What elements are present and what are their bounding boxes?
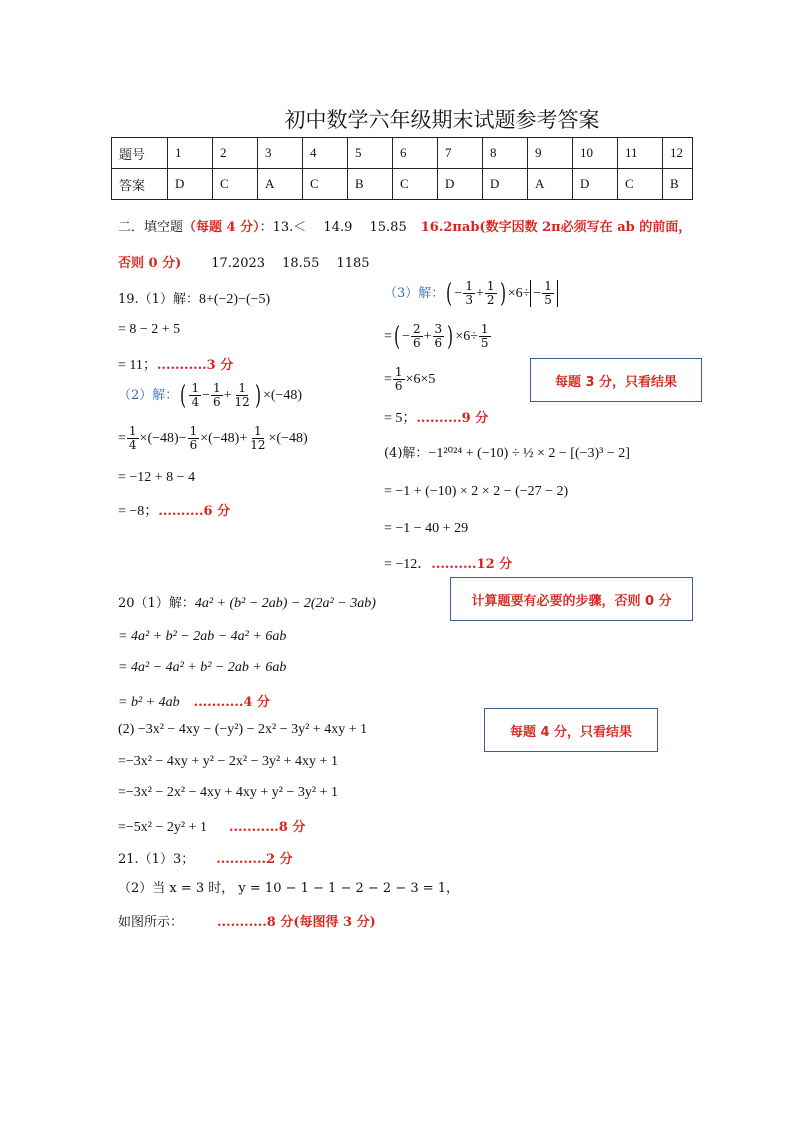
note-box-4pts: 每题 4 分，只看结果 [484, 708, 658, 752]
number-cell: 7 [438, 138, 483, 169]
q21-p3-line [118, 911, 376, 930]
q19-p3-step2-tail: ×6×5 [405, 372, 436, 387]
q19-p4-label: (4)解： [384, 446, 429, 461]
answer-cell: D [168, 169, 213, 200]
answer-cell: B [348, 169, 393, 200]
section2-score-note: （每题 4 分） [183, 220, 260, 235]
answer-cell: C [213, 169, 258, 200]
answer-cell: A [528, 169, 573, 200]
number-cell: 12 [663, 138, 693, 169]
q20-p2-step3: =−5x² − 2y² + 1 [118, 820, 207, 835]
number-cell: 11 [618, 138, 663, 169]
q19-p1-step2-line [118, 354, 233, 374]
q19-p2-step2: = −12 + 8 − 4 [118, 470, 196, 485]
q19-p2-step3: = −8； [118, 504, 159, 519]
q19-p3-step3-line [384, 407, 488, 427]
answer-cell: A [258, 169, 303, 200]
header-label-cell: 题号 [112, 138, 168, 169]
q19-p4-step3: = −12． [384, 557, 432, 572]
q21-p1-score: ...........2 分 [216, 852, 293, 867]
q21-p2: （2）当 x = 3 时， y = 10 − 1 − 1 − 2 − 2 − 3 = 1， [118, 881, 460, 896]
q19-p3-step3: = 5； [384, 411, 417, 426]
answer-cell: D [483, 169, 528, 200]
q20-p2-expr: (2) −3x² − 4xy − (−y²) − 2x² − 3y² + 4xy + 1 [118, 722, 368, 737]
q19-p1-step2: = 11； [118, 358, 157, 373]
q21-p3: 如图所示： [118, 915, 184, 930]
section2-answers: ：13.＜ 14.9 15.85 [259, 220, 407, 235]
q19-p3-label: （3）解： [384, 286, 445, 301]
q19-p2-tail: ×(−48) [262, 388, 303, 403]
answer-cell: C [303, 169, 348, 200]
q21-p1: 21.（1）3； [118, 852, 195, 867]
q20-p1-label: 20（1）解： [118, 596, 195, 611]
q20-p1-step1: = 4a² + b² − 2ab − 4a² + 6ab [118, 629, 287, 644]
number-cell: 1 [168, 138, 213, 169]
q19-p4-step1: = −1 + (−10) × 2 × 2 − (−27 − 2) [384, 484, 569, 499]
q20-p1-expr: 4a² + (b² − 2ab) − 2(2a² − 3ab) [194, 596, 376, 611]
note-box-3pts: 每题 3 分，只看结果 [530, 358, 702, 402]
q19-p1-score: ...........3 分 [156, 358, 234, 373]
q19-p4-expr: −1²⁰²⁴ + (−10) ÷ ½ × 2 − [(−3)³ − 2] [428, 446, 630, 461]
q19-p2-step1-tail: ×(−48) [268, 431, 308, 446]
q20-p2-score: ...........8 分 [228, 820, 306, 835]
q19-p2-score: ..........6 分 [158, 504, 231, 519]
q19-p3-step1: =( − $\frac{2}{6}$ + $\frac{3}{6}$ ) ×6÷ $\frac{1}{5}$ [384, 321, 489, 352]
section2-prefix: 二．填空题 [118, 220, 184, 235]
section2-line2 [118, 252, 370, 271]
q20-p2-step2: =−3x² − 2x² − 4xy + 4xy + y² − 3y² + 1 [118, 785, 338, 800]
q19-p4-step3-line [384, 553, 512, 573]
answer-cell: C [393, 169, 438, 200]
number-cell: 3 [258, 138, 303, 169]
page-title: 初中数学六年级期末试题参考答案 [284, 108, 600, 132]
q21-p1-line [118, 848, 293, 867]
number-cell: 8 [483, 138, 528, 169]
answer-cell: C [618, 169, 663, 200]
answer-table [111, 137, 693, 200]
q20-p1-line [118, 592, 376, 612]
table-row [112, 138, 693, 169]
answer-cell: D [438, 169, 483, 200]
number-cell: 4 [303, 138, 348, 169]
number-cell: 6 [393, 138, 438, 169]
q20-p2-step1: =−3x² − 4xy + y² − 2x² − 3y² + 4xy + 1 [118, 754, 338, 769]
q19-p4-line [384, 442, 630, 462]
q19-p2-line: （2）解：( $\frac{1}{4}$ − $\frac{1}{6}$ + $\frac{1}{12}$ ) ×(−48) [118, 380, 303, 411]
number-cell: 5 [348, 138, 393, 169]
q20-p1-step2: = 4a² − 4a² + b² − 2ab + 6ab [118, 660, 287, 675]
q19-p1-line [118, 288, 270, 308]
q19-p1-expr: 8+(−2)−(−5) [198, 292, 271, 307]
q19-p4-step2: = −1 − 40 + 29 [384, 521, 469, 536]
q19-p2-label: （2）解： [118, 388, 179, 403]
q21-p3-score: ...........8 分(每图得 3 分) [217, 915, 376, 930]
q20-p1-score: ...........4 分 [193, 695, 270, 710]
answer-cell: D [573, 169, 618, 200]
section2-rest: 17.2023 18.55 1185 [211, 256, 370, 271]
q19-p1-step1: = 8 − 2 + 5 [118, 322, 181, 337]
section2-q16: 16.2πab(数字因数 2π必须写在 ab 的前面， [420, 220, 692, 235]
number-cell: 10 [573, 138, 618, 169]
q19-p3-score: ..........9 分 [416, 411, 489, 426]
q19-p2-step3-line [118, 500, 230, 520]
q20-p1-step3: = b² + 4ab [118, 695, 180, 710]
note-box-steps: 计算题要有必要的步骤，否则 0 分 [450, 577, 693, 621]
answer-label-cell: 答案 [112, 169, 168, 200]
number-cell: 9 [528, 138, 573, 169]
q19-p3-line: （3）解：( − $\frac{1}{3}$ + $\frac{1}{2}$ ) ×6÷ − $\frac{1}{5}$ [384, 280, 558, 307]
q19-p3-step2: = $\frac{1}{6}$ ×6×5 [384, 365, 436, 393]
table-row [112, 169, 693, 200]
q19-p2-step1: = $\frac{1}{4}$ ×(−48)− $\frac{1}{6}$ ×(−48)+ $\frac{1}{12}$ ×(−48) [118, 424, 308, 452]
q19-p4-score: ..........12 分 [431, 557, 513, 572]
q20-p1-step3-line [118, 691, 270, 711]
answer-cell: B [663, 169, 693, 200]
section2-q16-cont: 否则 0 分) [118, 256, 182, 271]
section2-line1 [118, 216, 691, 235]
q20-p2-step3-line [118, 816, 305, 836]
q19-p1-label: 19.（1）解： [118, 292, 199, 307]
number-cell: 2 [213, 138, 258, 169]
